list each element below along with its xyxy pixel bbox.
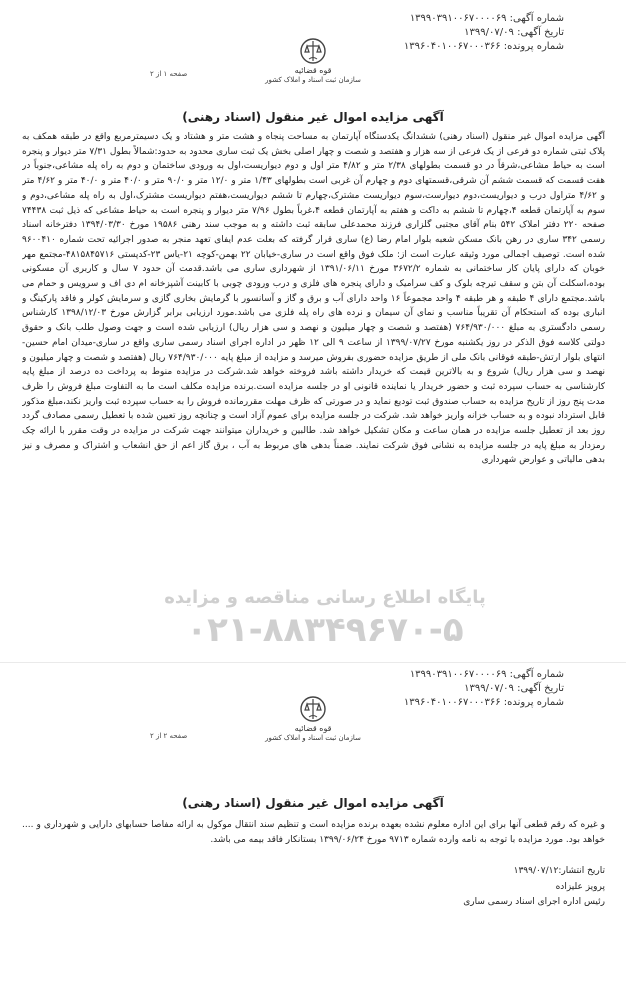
emblem-icon bbox=[298, 694, 328, 724]
notice-body-text: آگهی مزایده اموال غیر منقول (اسناد رهنی) ششدانگ یکدستگاه آپارتمان به مساحت پنجاه و هشت متر و هشتاد و یک دسیمترمربع واقع در طبقه همکف به پلاک ثبتی شماره دو فرعی از یک فرعی از سه هزار و هفتصد و شصت و چهار اصلی بخش یک ثبت ساری محدود به حدود:شمالاً بطول ۷/۳۱ متر دیوار و پنجره است به حیاط مشاعی،شرقاً در دو قسمت بطولهای ۲/۳۸ متر و ۴/۸۲ متر اول و دوم دیواریست،اول به ورودی ساختمان و دوم به راه پله مشاعی،جنوباً در هفت قسمت که قسمت ششم آن شرقی،قسمتهای دوم و چهارم آن غربی است بطولهای ۱/۴۳ متر و ۱۲/۰ متر و ۹۰/۰ متر و ۴۰/۰ متر و ۴۰/۰ متر و ۴/۶۲ متر و ۴/۶۲ متراول درب و دیواریست،دوم دیوارست،سوم دیواریست مشترک،چهارم تا ششم دیواریست،هفتم دیواریست مشترک،اول به راه پله مشاعی،دوم و سوم به آپارتمان قطعه ۴،چهارم تا ششم به داکت و هفتم به آپارتمان قطعه ۴،غرباً بطول ۷/۹۶ متر دیوار و پنجره است به حیاط مشاعی که ذیل ثبت ۷۴۴۳۸ صفحه ۲۲۰ دفتر املاک ۵۴۲ بنام آقای مجتبی گلزاری فرزند محمدعلی سابقه ثبت داشته و به موجب سند رهنی ۱۹۵۸۶ مورخ ۱۳۹۴/۰۳/۳۰ دفترخانه اسناد رسمی ۳۴۲ ساری در رهن بانک مسکن شعبه بلوار امام رضا (ع) ساری قرار گرفته که بعلت عدم ایفای تعهد منجر به صدور اجرائیه تحت شماره ۹۶۰۰۴۱۰ شده است. توصیف اجمالی مورد وثیقه عبارت است از: ملک فوق واقع است در ساری-خیابان ۲۲ بهمن-کوچه ۲۱-یاس ۲۳-کدپستی ۴۸۱۵۸۴۵۷۱۶-مجتمع مهر خوبان که دارای پایان کار ساختمانی به شماره ۳۶۷۲/۲ مورخ ۱۳۹۱/۰۶/۱۱ از شهرداری ساری می باشد.قدمت آن حدود ۷ سال و کاربری آن مسکونی بوده،اسکلت آن بتن و سقف تیرچه بلوک و کف سرامیک و دارای پنجره های فلزی و درب ورودی چوبی با کابینت آشپزخانه ام دی اف و سرویس و حمام می باشد.مجتمع دارای ۴ طبقه و هر طبقه ۴ واحد مجموعاً ۱۶ واحد دارای آب و برق و گاز و آسانسور با گرمایش بخاری گازی و سرمایش کولر و فاقد پارکینگ و انباری بوده که استحکام آن تقریباً مناسب و نمای آن سیمان و نرده های راه پله فلزی می باشد.مورد ارزیابی برابر گزارش مورخ ۱۳۹۸/۱۲/۰۳ کارشناس رسمی دادگستری به مبلغ ۷۶۴/۹۳۰/۰۰۰ (هفتصد و شصت و چهار میلیون و نهصد و سی هزار ریال) ارزیابی شده است و جهت وصول طلب بانک و حقوق دولتی کلاسه فوق الذکر در روز یکشنبه مورخ ۱۳۹۹/۰۷/۲۷ از ساعت ۹ الی ۱۲ ظهر در اداره اجرای اسناد رسمی ساری واقع در ساری-میدان امام حسین-انتهای بلوار ارتش-طبقه فوقانی بانک ملی از طریق مزایده حضوری بفروش میرسد و مزایده از مبلغ پایه ۷۶۴/۹۳۰/۰۰۰ ریال (هفتصد و شصت و چهار میلیون و نهصد و سی هزار ریال) شروع و به بالاترین قیمت که خریدار داشته باشد فروخته خواهد شد.شرکت در مزایده منوط به پرداخت ده درصد از مبلغ پایه کارشناسی به حساب سپرده ثبت و حضور خریدار یا نماینده قانونی او در جلسه مزایده است.برنده مزایده مکلف است ما به التفاوت مبلغ فروش را ظرف مدت پنج روز از تاریخ مزایده به حساب صندوق ثبت تودیع نماید و در صورتی که ظرف مهلت مقررمانده فروش را به حساب سپرده ثبت واریز نکند،مبلغ مذکور قابل استرداد نبوده و به حساب خزانه واریز خواهد شد. شرکت در جلسه مزایده برای عموم آزاد است و چنانچه روز تعیین شده با تعطیل رسمی مصادف گردد روز بعد از تعطیل جلسه مزایده در همان ساعت و مکان تشکیل خواهد شد. طالبین و خریداران میتوانند جهت شرکت در مزایده در وقت مقرر با ارائه چک رمزدار به مبلغ پایه در جلسه مزایده به نشانی فوق شرکت نمایند. ضمناً بدهی های مربوط به آب ، برق گاز اعم از حق انشعاب و اشتراک و مصرف و نیز بدهی مالیاتی و عوارض شهرداری bbox=[22, 132, 605, 466]
page-label-2: صفحه ۲ از ۲ bbox=[150, 732, 188, 740]
publish-date: تاریخ انتشار:۱۳۹۹/۰۷/۱۲ bbox=[513, 866, 605, 876]
section-divider bbox=[0, 662, 626, 663]
emblem-caption-bottom: سازمان ثبت اسناد و املاک کشور bbox=[265, 76, 361, 84]
notice-title-2: آگهی مزایده اموال غیر منقول (اسناد رهنی) bbox=[182, 796, 444, 810]
signer-name: پرویز علیزاده bbox=[555, 881, 605, 892]
notice-date: تاریخ آگهی: ۱۳۹۹/۰۷/۰۹ bbox=[464, 683, 564, 694]
watermark-phone: ۰۲۱-۸۸۳۴۹۶۷۰-۵ bbox=[186, 610, 464, 650]
signature-block bbox=[22, 864, 605, 911]
judiciary-emblem-2 bbox=[265, 694, 361, 743]
notice-title: آگهی مزایده اموال غیر منقول (اسناد رهنی) bbox=[182, 110, 444, 124]
emblem-icon bbox=[298, 36, 328, 66]
file-number: شماره پرونده: ۱۳۹۶۰۴۰۱۰۰۶۷۰۰۰۳۶۶ bbox=[403, 41, 564, 52]
notice-body-2 bbox=[22, 818, 605, 864]
emblem-caption-bottom: سازمان ثبت اسناد و املاک کشور bbox=[265, 734, 361, 742]
emblem-caption-top: قوه قضائیه bbox=[294, 66, 332, 75]
notice-body bbox=[22, 130, 605, 592]
notice-number: شماره آگهی: ۱۳۹۹۰۳۹۱۰۰۶۷۰۰۰۰۶۹ bbox=[409, 13, 564, 24]
watermark-site-name: پایگاه اطلاع رسانی مناقصه و مزایده bbox=[164, 587, 486, 608]
notice-number: شماره آگهی: ۱۳۹۹۰۳۹۱۰۰۶۷۰۰۰۰۶۹ bbox=[409, 669, 564, 680]
watermark bbox=[130, 586, 520, 650]
notice-date: تاریخ آگهی: ۱۳۹۹/۰۷/۰۹ bbox=[464, 27, 564, 38]
file-number: شماره پرونده: ۱۳۹۶۰۴۰۱۰۰۶۷۰۰۰۳۶۶ bbox=[403, 697, 564, 708]
signer-title: رئیس اداره اجرای اسناد رسمی ساری bbox=[463, 897, 605, 907]
judiciary-emblem bbox=[265, 36, 361, 85]
notice-meta-2 bbox=[404, 668, 564, 710]
emblem-caption-top: قوه قضائیه bbox=[294, 724, 332, 733]
page-label: صفحه ۱ از ۲ bbox=[150, 70, 188, 78]
notice-meta bbox=[404, 12, 564, 54]
notice-body-text: و غیره که رقم قطعی آنها برای این اداره معلوم نشده بعهده برنده مزایده است و تنظیم سند انتقال موکول به ارائه مفاصا حسابهای دارایی و شهرداری و .... خواهد بود. مورد مزایده با توجه به نامه وارده شماره ۹۷۱۳ مورخ ۱۳۹۹/۰۶/۲۴ بستانکار فاقد بیمه می باشد. bbox=[22, 820, 605, 845]
